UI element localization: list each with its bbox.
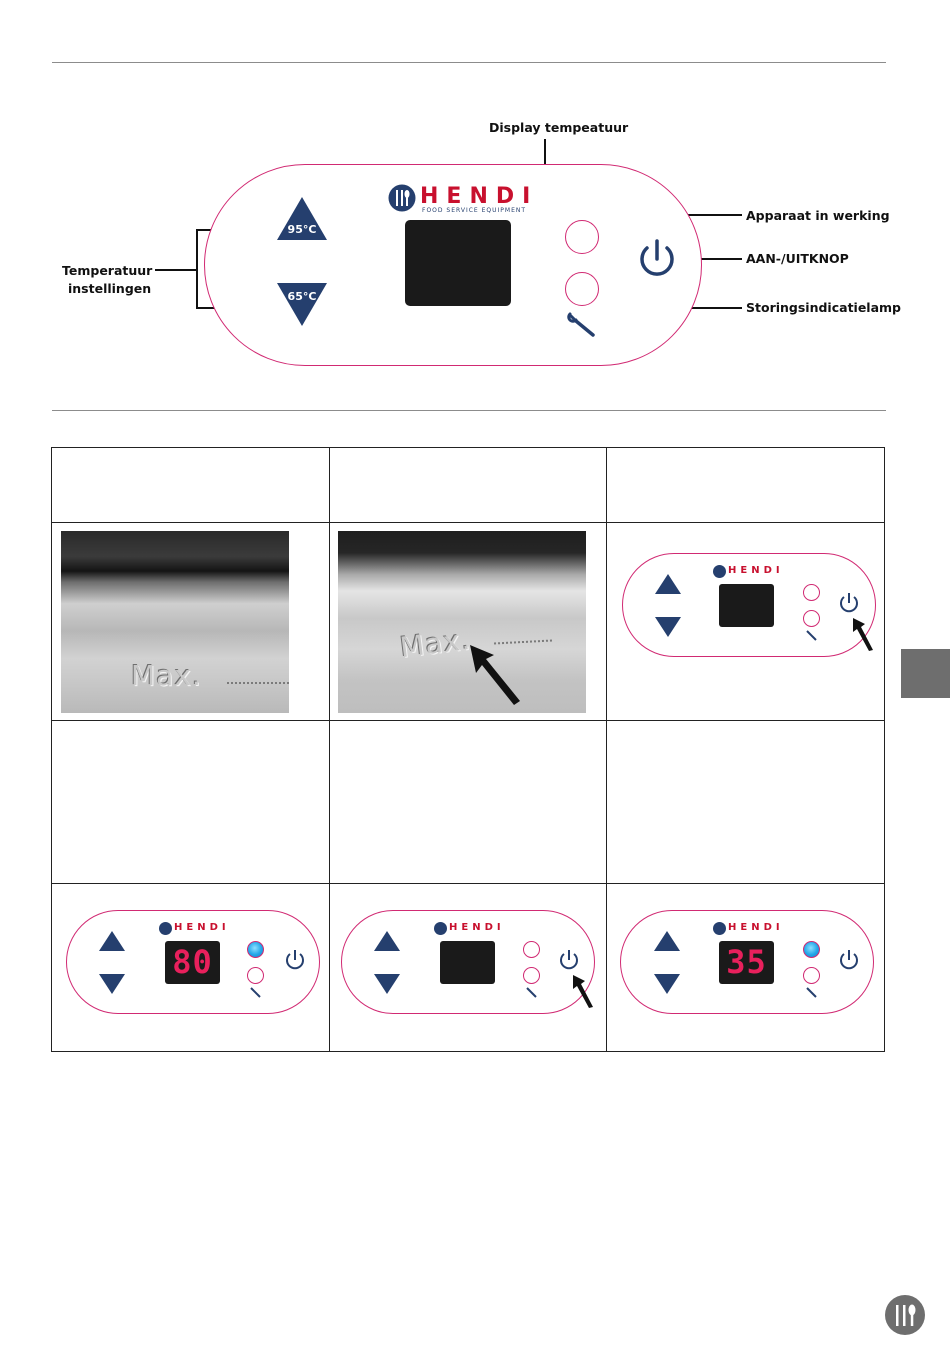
- mini-display: [440, 941, 495, 984]
- mini-operating-indicator: [523, 941, 540, 958]
- brand-name: HENDI: [420, 184, 539, 209]
- mini-brand-name: HENDI: [449, 922, 505, 933]
- mini-down-arrow-icon: [374, 974, 400, 994]
- mini-panel-power-off: [341, 910, 595, 1014]
- mini-power-icon: [837, 948, 861, 972]
- mini-cutlery-logo-icon: [159, 922, 172, 935]
- mini-fault-indicator: [523, 967, 540, 984]
- mini-panel-temp-80: [66, 910, 320, 1014]
- mini-panel-temp-35: [620, 910, 874, 1014]
- pot-photo-max-arrow: [338, 531, 586, 713]
- leader-temp-h: [155, 269, 197, 271]
- mini-operating-indicator: [803, 941, 820, 958]
- mini-operating-indicator: [803, 584, 820, 601]
- mini-wrench-icon: [248, 986, 262, 998]
- table-border-top: [51, 447, 885, 448]
- pointer-arrow-icon: [851, 616, 875, 652]
- mini-cutlery-logo-icon: [434, 922, 447, 935]
- mini-display: [719, 584, 774, 627]
- table-row-divider-1: [51, 522, 885, 523]
- callout-display: Display tempeatuur: [489, 120, 629, 135]
- cutlery-logo-icon: [388, 184, 416, 212]
- temp-down-label: 65°C: [287, 290, 317, 303]
- table-row-divider-2: [51, 720, 885, 721]
- mini-display-value: 35: [726, 943, 767, 981]
- mini-up-arrow-icon: [655, 574, 681, 594]
- mini-cutlery-logo-icon: [713, 922, 726, 935]
- mini-fault-indicator: [247, 967, 264, 984]
- mini-brand-name: HENDI: [174, 922, 230, 933]
- mini-fault-indicator: [803, 610, 820, 627]
- temp-up-label: 95°C: [287, 223, 317, 236]
- hendi-logo: [388, 184, 538, 218]
- mini-up-arrow-icon: [654, 931, 680, 951]
- corner-brand-badge: [885, 1295, 925, 1335]
- power-button[interactable]: [634, 236, 680, 282]
- mini-cutlery-logo-icon: [713, 565, 726, 578]
- mini-brand-name: HENDI: [728, 565, 784, 576]
- mini-power-icon: [557, 948, 581, 972]
- callout-temp-line2: instellingen: [68, 281, 152, 296]
- pointer-arrow-icon: [571, 973, 595, 1009]
- mini-wrench-icon: [804, 629, 818, 641]
- mini-up-arrow-icon: [374, 931, 400, 951]
- mini-down-arrow-icon: [99, 974, 125, 994]
- max-dotted-line: [227, 682, 289, 684]
- temp-up-button[interactable]: [277, 197, 327, 241]
- mini-wrench-icon: [804, 986, 818, 998]
- wrench-icon: [567, 312, 597, 338]
- table-row-divider-3: [51, 883, 885, 884]
- table-border-left: [51, 447, 52, 1052]
- mini-operating-indicator: [247, 941, 264, 958]
- mini-power-icon: [837, 591, 861, 615]
- pot-photo-max-line: [61, 531, 289, 713]
- mini-hendi-logo: [713, 565, 793, 581]
- mini-hendi-logo: [159, 922, 239, 938]
- mini-down-arrow-icon: [655, 617, 681, 637]
- table-border-right: [884, 447, 885, 1052]
- pointer-arrow-icon: [468, 643, 528, 707]
- table-border-bottom: [51, 1051, 885, 1052]
- mini-down-arrow-icon: [654, 974, 680, 994]
- operating-indicator: [565, 220, 599, 254]
- mini-fault-indicator: [803, 967, 820, 984]
- callout-temp-line1: Temperatuur: [62, 263, 153, 278]
- mini-up-arrow-icon: [99, 931, 125, 951]
- table-col-divider-2: [606, 447, 607, 1052]
- section-tab-marker: [901, 649, 950, 698]
- callout-power: AAN-/UITKNOP: [746, 251, 849, 266]
- temperature-display: [405, 220, 511, 306]
- mini-hendi-logo: [434, 922, 514, 938]
- fault-indicator: [565, 272, 599, 306]
- bracket-v: [196, 229, 198, 309]
- max-marking: Max.: [131, 659, 202, 692]
- mini-hendi-logo: [713, 922, 793, 938]
- brand-tagline: FOOD SERVICE EQUIPMENT: [422, 207, 527, 214]
- mini-brand-name: HENDI: [728, 922, 784, 933]
- temp-down-button[interactable]: [277, 283, 327, 327]
- callout-operating: Apparaat in werking: [746, 208, 890, 223]
- mini-wrench-icon: [524, 986, 538, 998]
- mini-panel-power-on: [622, 553, 876, 657]
- table-col-divider-1: [329, 447, 330, 1052]
- cutlery-icon: [885, 1295, 925, 1335]
- max-marking: Max.: [398, 622, 473, 665]
- top-divider: [52, 62, 886, 63]
- mini-power-icon: [283, 948, 307, 972]
- mini-display-value: 80: [172, 943, 213, 981]
- section-divider: [52, 410, 886, 411]
- callout-fault: Storingsindicatielamp: [746, 300, 901, 315]
